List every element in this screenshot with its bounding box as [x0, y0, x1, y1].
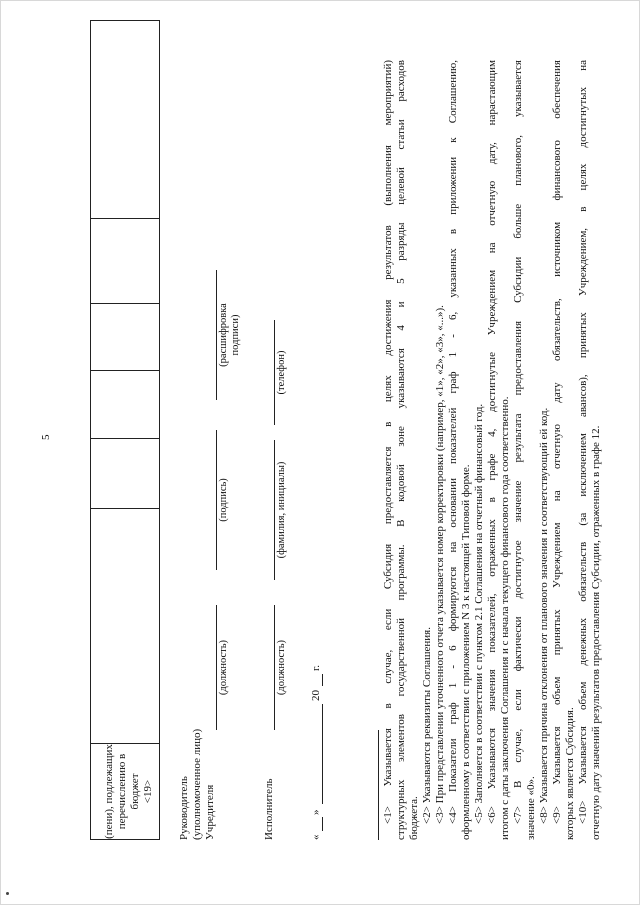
footnote-9-cont: которых является Субсидия.	[564, 707, 576, 840]
footnote-8: <8> Указывается причина отклонения от планового значения и соответствующий ей код.	[538, 407, 550, 824]
executor-position-line	[274, 605, 275, 730]
footnote-7-cont: значение «0».	[525, 776, 537, 840]
caption-position: (должность)	[218, 639, 229, 696]
date-year-line	[322, 674, 323, 686]
results-table	[90, 20, 160, 840]
caption-decoding	[218, 270, 242, 400]
caption-executor-phone: (телефон)	[276, 350, 287, 395]
table-column-divider	[91, 370, 159, 371]
table-column-divider	[91, 438, 159, 439]
table-column-divider	[91, 743, 159, 744]
executor-title: Исполнитель	[263, 778, 275, 840]
table-column-divider	[91, 303, 159, 304]
executor-name-line	[274, 440, 275, 580]
scan-mark	[6, 892, 9, 895]
footnote-2: <2> Указываются реквизиты Соглашения.	[421, 627, 433, 824]
footnote-1-end: бюджета.	[408, 796, 420, 840]
date-open-quote: «	[310, 834, 322, 840]
table-cell-penalty	[103, 744, 155, 839]
caption-executor-position: (должность)	[276, 639, 287, 696]
executor-phone-line	[274, 320, 275, 425]
caption-line: (расшифровка	[218, 303, 229, 367]
head-title-line: Руководитель	[178, 776, 190, 840]
date-day-line	[322, 817, 323, 831]
footnote-9: <9> Указывается объем принятых Учреждением на отчетную дату обязательств, источником финансового обеспечения	[551, 60, 563, 824]
table-cell-line: перечислению в бюджет	[116, 753, 141, 830]
footnote-4-cont: оформленному в соответствии с приложением N 3 к настоящей Типовой форме.	[460, 464, 472, 840]
caption-line: подписи)	[230, 314, 241, 356]
footnote-10: <10> Указывается объем денежных обязательств (за исключением авансов), принятых Учреждением, в целях достигнутых на	[577, 60, 589, 824]
footnote-10-cont: отчетную дату значений результатов предоставления Субсидии, отраженных в графе 12.	[590, 425, 602, 840]
table-column-divider	[91, 508, 159, 509]
footnote-6: <6> Указываются значения показателей, отраженных в графе 4, достигнутые Учреждением на отчетную дату, нарастающим	[486, 60, 498, 824]
head-title-line: Учредителя	[204, 784, 216, 840]
footnote-6-cont: итогом с даты заключения Соглашения и с начала текущего финансового года соответственно.	[499, 396, 511, 840]
date-month-line	[322, 704, 323, 804]
head-decoding-line	[216, 270, 217, 400]
head-title	[178, 729, 217, 840]
table-cell-line: (пени), подлежащих	[103, 744, 115, 839]
footnote-5: <5> Заполняется в соответствии с пунктом 2.1 Соглашения на отчетный финансовый год.	[473, 403, 485, 824]
date-year-prefix: 20	[310, 690, 322, 701]
footnote-separator	[378, 730, 379, 840]
footnote-3: <3> При представлении уточненного отчета указывается номер корректировки (например, «1», «2», «3», «...»).	[434, 305, 446, 824]
footnote-7: <7> В случае, если фактически достигнутое значение результата предоставления Субсидии больше планового, указывается	[512, 60, 524, 824]
head-position-line	[216, 605, 217, 730]
caption-signature: (подпись)	[218, 478, 229, 522]
table-column-divider	[91, 218, 159, 219]
caption-executor-name: (фамилия, инициалы)	[276, 461, 287, 559]
footnote-1: <1> Указывается в случае, если Субсидия предоставляется в целях достижения результатов (выполнения мероприятий)	[382, 60, 394, 824]
head-title-line: (уполномоченное лицо)	[191, 728, 203, 840]
page-number: 5	[40, 434, 52, 440]
table-cell-line: <19>	[142, 779, 154, 804]
head-signature-line	[216, 430, 217, 570]
footnote-4: <4> Показатели граф 1 - 6 формируются на основании показателей граф 1 - 6, указанных в приложении к Соглашению,	[447, 60, 459, 824]
date-year-suffix: г.	[310, 664, 322, 671]
footnote-1-cont: структурных элементов государственной программы. В кодовой зоне указываются 4 и 5 разряды целевой статьи расходов	[395, 60, 407, 840]
date-close-quote: »	[310, 809, 322, 815]
rotated-document-content	[20, 20, 620, 880]
